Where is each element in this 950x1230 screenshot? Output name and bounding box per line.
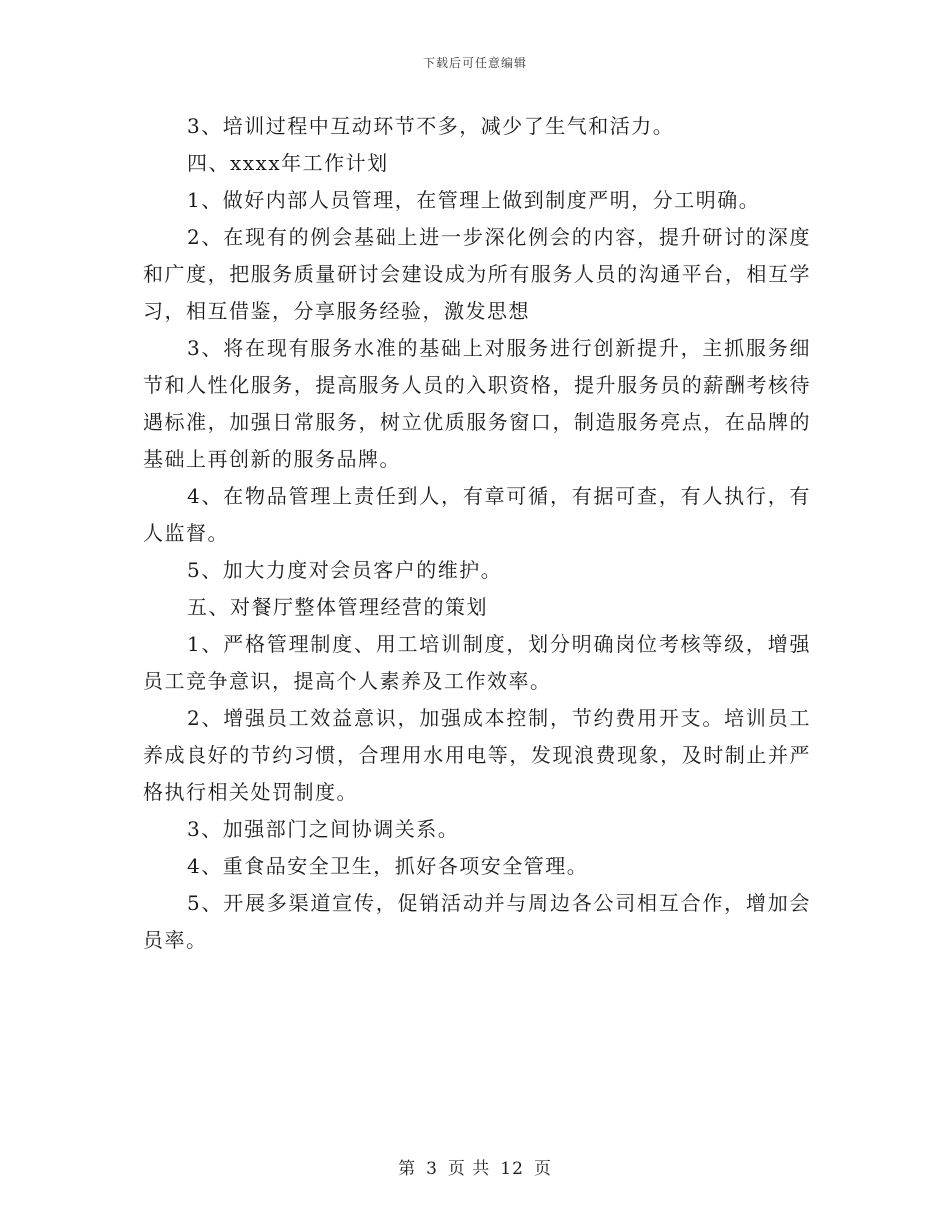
paragraph: 3、将在现有服务水准的基础上对服务进行创新提升，主抓服务细节和人性化服务，提高服务人员的入职资格，提升服务员的薪酬考核待遇标准，加强日常服务，树立优质服务窗口，制造服务亮点，在品牌的基础上再创新的服务品牌。 [143, 336, 811, 471]
footer-page-number: 3 [426, 1159, 438, 1179]
footer-prefix: 第 [398, 1159, 417, 1179]
footer-total-pages: 12 [500, 1159, 524, 1179]
paragraph: 3、加强部门之间协调关系。 [187, 817, 460, 841]
paragraph: 2、增强员工效益意识，加强成本控制，节约费用开支。培训员工养成良好的节约习惯，合理用水用电等，发现浪费现象，及时制止并严格执行相关处罚制度。 [143, 706, 811, 804]
paragraph: 5、加大力度对会员客户的维护。 [187, 558, 503, 582]
paragraph: 1、做好内部人员管理，在管理上做到制度严明，分工明确。 [187, 188, 761, 212]
paragraph: 2、在现有的例会基础上进一步深化例会的内容，提升研讨的深度和广度，把服务质量研讨会建设成为所有服务人员的沟通平台，相互学习，相互借鉴，分享服务经验，激发思想 [143, 225, 811, 323]
paragraph: 1、严格管理制度、用工培训制度，划分明确岗位考核等级，增强员工竞争意识，提高个人素养及工作效率。 [143, 632, 811, 693]
section-heading: 四、xxxx年工作计划 [187, 151, 389, 175]
page-footer [0, 1154, 950, 1179]
document-body [143, 108, 811, 959]
section-heading: 五、对餐厅整体管理经营的策划 [187, 595, 488, 619]
footer-middle: 页 共 [447, 1159, 491, 1179]
footer-suffix: 页 [533, 1159, 552, 1179]
paragraph: 4、重食品安全卫生，抓好各项安全管理。 [187, 854, 589, 878]
page-header-note: 下载后可任意编辑 [422, 56, 527, 70]
paragraph: 3、培训过程中互动环节不多，减少了生气和活力。 [187, 114, 675, 138]
paragraph: 5、开展多渠道宣传，促销活动并与周边各公司相互合作，增加会员率。 [143, 891, 811, 952]
paragraph: 4、在物品管理上责任到人，有章可循，有据可查，有人执行，有人监督。 [143, 484, 811, 545]
